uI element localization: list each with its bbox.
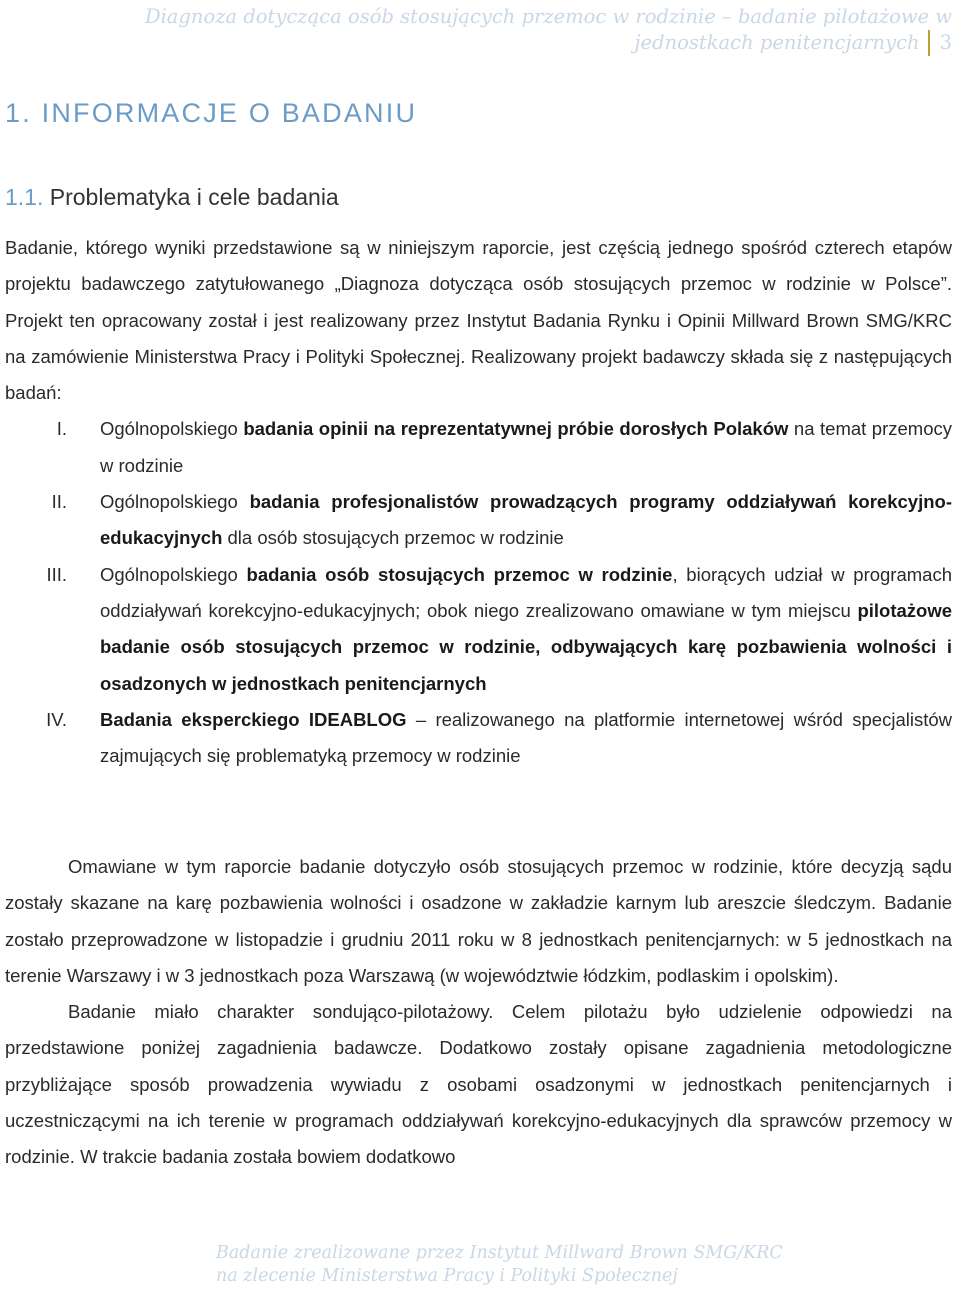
- studies-list: [5, 411, 952, 774]
- main-text-block: [5, 849, 952, 1176]
- list-item: [5, 411, 952, 484]
- header-title: Diagnoza dotycząca osób stosujących przemoc w rodzinie – badanie pilotażowe w jednostkach penitencjarnych: [144, 5, 952, 54]
- list-item: [5, 484, 952, 557]
- list-item-bold: badania profesjonalistów prowadzących programy oddziaływań korekcyjno-edukacyjnych: [100, 491, 952, 549]
- list-item-number: IV.: [46, 708, 67, 730]
- list-item-text: na temat przemocy w rodzinie: [100, 418, 952, 476]
- list-item-number: I.: [56, 418, 67, 440]
- paragraph-2: Omawiane w tym raporcie badanie dotyczyło osób stosujących przemoc w rodzinie, które decyzją sądu zostały skazane na karę pozbawienia wolności i osadzone w zakładzie karnym lub areszcie śledczym. Badanie zostało przeprowadzone w listopadzie i grudniu 2011 roku w 8 jednostkach penitencjarnych: w 5 jednostkach na terenie Warszawy i w 3 jednostkach poza Warszawą (w województwie łódzkim, podlaskim i opolskim).: [5, 856, 952, 986]
- page-header: [32, 4, 952, 56]
- list-item-bold: badania osób stosujących przemoc w rodzinie: [246, 563, 673, 585]
- section-title: 1. INFORMACJE O BADANIU: [5, 98, 418, 128]
- list-item-text: , biorących udział w programach oddziaływań korekcyjno-edukacyjnych; obok niego zrealizowano omawiane w tym miejscu: [100, 563, 952, 621]
- list-item-text: – realizowanego na platformie internetowej wśród specjalistów zajmujących się problematyką przemocy w rodzinie: [100, 708, 952, 767]
- list-item-bold: pilotażowe badanie osób stosujących przemoc w rodzinie, odbywających karę pozbawienia wolności i osadzonych w jednostkach penitencjarnych: [100, 599, 952, 694]
- list-item-bold: Badania eksperckiego IDEABLOG: [100, 708, 407, 730]
- list-item: [5, 557, 952, 702]
- intro-paragraph: Badanie, którego wyniki przedstawione są w niniejszym raporcie, jest częścią jednego spośród czterech etapów projektu badawczego zatytułowanego „Diagnoza dotycząca osób stosujących przemoc w rodzinie w Polsce”. Projekt ten opracowany został i jest realizowany przez Instytut Badania Rynku i Opinii Millward Brown SMG/KRC na zamówienie Ministerstwa Pracy i Polityki Społecznej. Realizowany projekt badawczy składa się z następujących badań:: [5, 237, 952, 404]
- list-item-text: Ogólnopolskiego: [100, 563, 247, 585]
- list-item-text: dla osób stosujących przemoc w rodzinie: [222, 527, 564, 549]
- footer-line-2: na zlecenie Ministerstwa Pracy i Polityki Społecznej: [216, 1266, 678, 1286]
- subsection-title: Problematyka i cele badania: [49, 184, 339, 210]
- paragraph-3: Badanie miało charakter sondująco-pilotażowy. Celem pilotażu było udzielenie odpowiedzi na przedstawione poniżej zagadnienia badawcze. Dodatkowo zostały opisane zagadnienia metodologiczne przybliżające sposób prowadzenia wywiadu z osobami osadzonymi w jednostkach penitencjarnych i uczestniczącymi na ich terenie w programach oddziaływań korekcyjno-edukacyjnych dla sprawców przemocy w rodzinie. W trakcie badania została bowiem dodatkowo: [5, 1001, 952, 1168]
- footer-line-1: Badanie zrealizowane przez Instytut Millward Brown SMG/KRC: [216, 1243, 783, 1263]
- list-item-number: II.: [51, 491, 67, 513]
- page-footer: [216, 1242, 783, 1288]
- subsection-number: 1.1.: [5, 184, 44, 210]
- intro-block: [5, 230, 952, 774]
- subsection-heading: [5, 184, 339, 211]
- list-item-text: Ogólnopolskiego: [100, 418, 244, 440]
- page-number: 3: [928, 30, 952, 56]
- list-item-bold: badania opinii na reprezentatywnej próbie dorosłych Polaków: [243, 418, 789, 440]
- list-item-number: III.: [46, 563, 67, 585]
- list-item-text: Ogólnopolskiego: [100, 491, 250, 513]
- list-item: [5, 702, 952, 775]
